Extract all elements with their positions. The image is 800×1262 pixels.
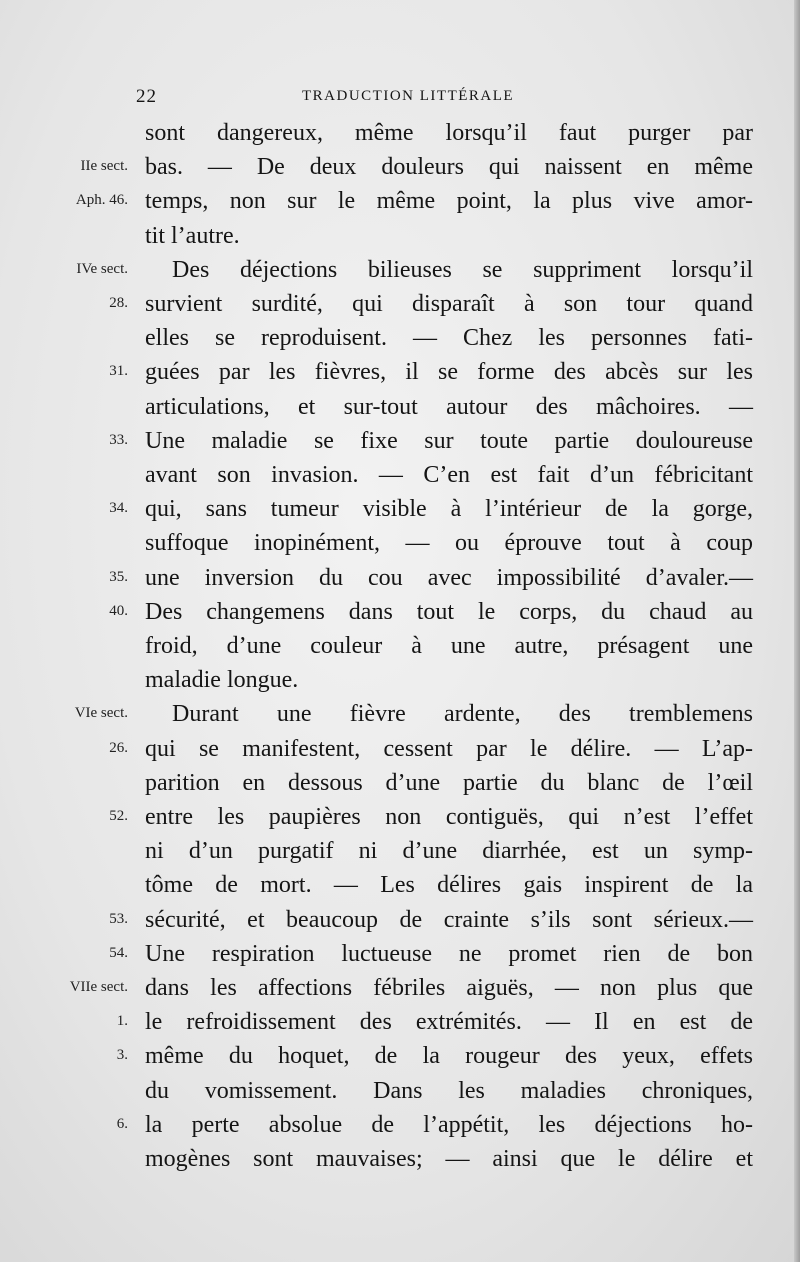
margin-reference: VIIe sect. (69, 979, 128, 995)
margin-reference: 6. (116, 1115, 128, 1132)
text-line: sécurité, et beaucoup de crainte s’ils sont sérieux.— (145, 906, 753, 933)
text-line: une inversion du cou avec impossibilité d’avaler.— (145, 564, 753, 591)
margin-reference: Aph. 46. (75, 192, 128, 209)
text-line: froid, d’une couleur à une autre, présagent une (145, 633, 753, 659)
text-line: suffoque inopinément, — ou éprouve tout à coup (145, 530, 753, 557)
text-line: ni d’un purgatif ni d’une diarrhée, est un symp- (145, 838, 753, 865)
margin-reference: 26. (109, 739, 128, 756)
margin-reference: 33. (109, 431, 128, 448)
margin-reference: VIe sect. (74, 705, 128, 722)
text-line: du vomissement. Dans les maladies chroniques, (145, 1077, 753, 1104)
margin-reference: 1. (116, 1013, 128, 1030)
text-line: mogènes sont mauvaises; — ainsi que le délire et (145, 1146, 753, 1172)
margin-reference: 40. (109, 602, 128, 619)
margin-reference: 31. (109, 363, 128, 380)
running-title: TRADUCTION LITTÉRALE (302, 88, 515, 104)
margin-reference: IIe sect. (80, 158, 128, 175)
text-line: guées par les fièvres, il se forme des abcès sur les (145, 359, 753, 386)
text-line: articulations, et sur-tout autour des mâchoires. — (145, 393, 753, 420)
text-line: tit l’autre. (145, 222, 240, 249)
text-line: sont dangereux, même lorsqu’il faut purger par (145, 120, 753, 146)
margin-reference: IVe sect. (76, 260, 128, 277)
margin-reference: 53. (109, 910, 128, 927)
text-line: même du hoquet, de la rougeur des yeux, effets (145, 1043, 753, 1070)
text-line: parition en dessous d’une partie du blanc de l’œil (145, 769, 753, 796)
text-line: Une respiration luctueuse ne promet rien de bon (145, 940, 753, 967)
page-number: 22 (136, 86, 157, 107)
text-line: tôme de mort. — Les délires gais inspirent de la (145, 872, 753, 899)
text-line: Des déjections bilieuses se suppriment lorsqu’il (172, 256, 753, 283)
page-edge (794, 0, 800, 1262)
text-line: survient surdité, qui disparaît à son tour quand (145, 291, 753, 317)
text-line: la perte absolue de l’appétit, les déjections ho- (145, 1111, 753, 1138)
text-line: avant son invasion. — C’en est fait d’un fébricitant (145, 462, 753, 488)
text-line: elles se reproduisent. — Chez les personnes fati- (145, 325, 753, 352)
text-line: Durant une fièvre ardente, des tremblemens (172, 701, 753, 728)
text-line: maladie longue. (145, 667, 299, 694)
text-line: entre les paupières non contiguës, qui n’est l’effet (145, 804, 753, 830)
margin-reference: 54. (109, 944, 128, 961)
text-line: dans les affections fébriles aiguës, — non plus que (145, 975, 753, 1001)
text-line: le refroidissement des extrémités. — Il en est de (145, 1009, 753, 1036)
text-line: Des changemens dans tout le corps, du chaud au (145, 598, 753, 625)
margin-reference: 3. (116, 1047, 128, 1064)
margin-reference: 52. (109, 808, 128, 824)
margin-reference: 28. (109, 295, 128, 311)
page-header (0, 86, 800, 110)
text-line: bas. — De deux douleurs qui naissent en même (145, 154, 753, 181)
margin-reference: 34. (109, 500, 128, 517)
text-line: Une maladie se fixe sur toute partie douloureuse (145, 427, 753, 454)
margin-reference: 35. (109, 568, 128, 585)
text-line: qui, sans tumeur visible à l’intérieur de la gorge, (145, 496, 753, 523)
text-line: qui se manifestent, cessent par le délire. — L’ap- (145, 735, 753, 762)
text-line: temps, non sur le même point, la plus vive amor- (145, 188, 753, 215)
